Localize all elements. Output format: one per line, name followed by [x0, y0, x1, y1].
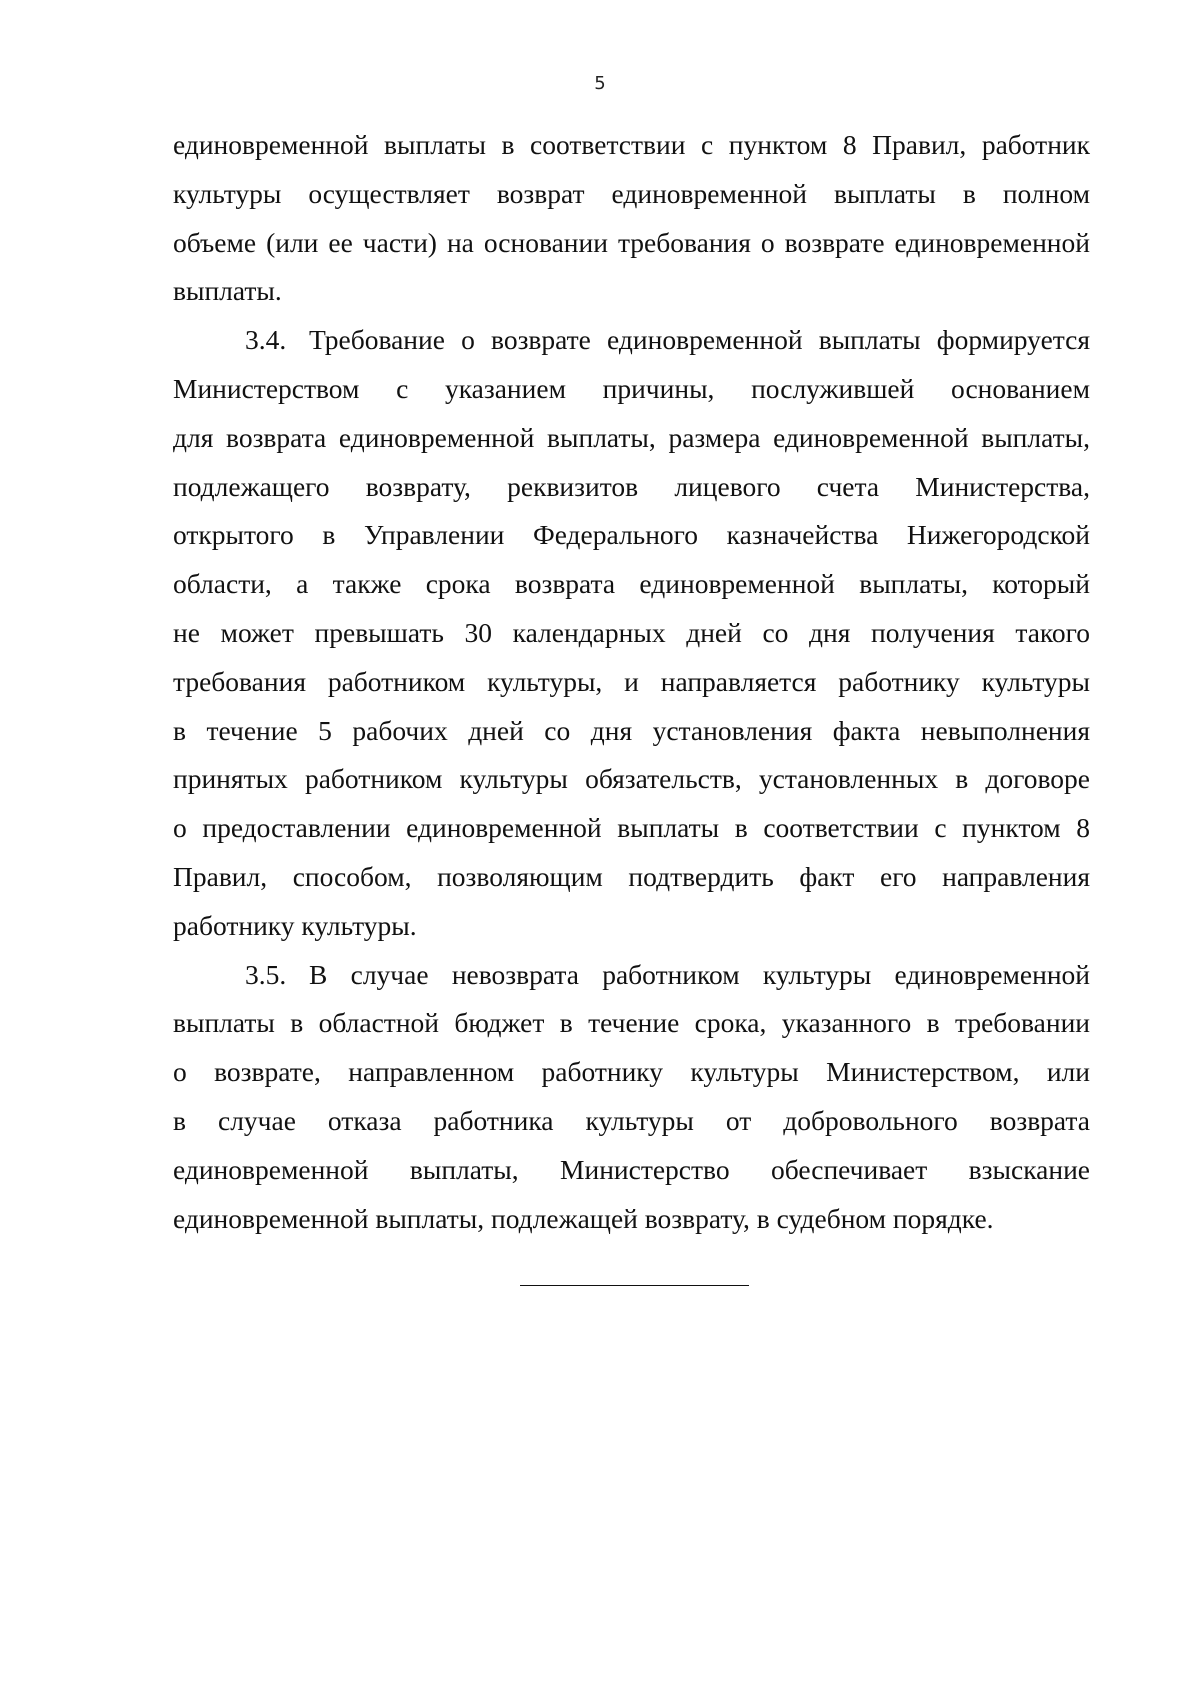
text-line: не может превышать 30 календарных дней со дня получения такого [173, 616, 1090, 648]
clause-number: 3.5. [245, 958, 287, 990]
clause-number: 3.4. [245, 324, 287, 356]
text-line: выплаты. [173, 275, 282, 307]
text-line: Министерством с указанием причины, послужившей основанием [173, 372, 1090, 404]
text-line-content: В случае невозврата работником культуры единовременной [309, 958, 1090, 990]
text-line: единовременной выплаты, подлежащей возврату, в судебном порядке. [173, 1202, 994, 1234]
end-of-document-rule [520, 1285, 749, 1286]
text-line: единовременной выплаты, Министерство обеспечивает взыскание [173, 1153, 1090, 1185]
paragraph-continuation [173, 121, 1090, 316]
text-line: области, а также срока возврата единовременной выплаты, который [173, 568, 1090, 600]
document-body [173, 121, 1090, 1243]
text-line-first [173, 316, 1090, 365]
text-line: выплаты в областной бюджет в течение срока, указанного в требовании [173, 1007, 1090, 1039]
text-line: объеме (или ее части) на основании требования о возврате единовременной [173, 226, 1090, 258]
text-line: единовременной выплаты в соответствии с пунктом 8 Правил, работник [173, 129, 1090, 160]
text-line: Правил, способом, позволяющим подтвердить факт его направления [173, 860, 1090, 892]
text-line: для возврата единовременной выплаты, размера единовременной выплаты, [173, 421, 1090, 453]
text-line-content: Требование о возврате единовременной выплаты формируется [309, 324, 1090, 356]
paragraph-clause-3-4 [173, 316, 1090, 950]
page-number: 5 [594, 73, 606, 94]
text-line: культуры осуществляет возврат единовременной выплаты в полном [173, 177, 1090, 209]
text-line: принятых работником культуры обязательств, установленных в договоре [173, 763, 1090, 795]
paragraph-clause-3-5 [173, 951, 1090, 1244]
text-line: подлежащего возврату, реквизитов лицевого счета Министерства, [173, 470, 1090, 502]
text-line: работнику культуры. [173, 909, 417, 941]
text-line: о предоставлении единовременной выплаты в соответствии с пунктом 8 [173, 812, 1090, 844]
text-line: требования работником культуры, и направляется работнику культуры [173, 665, 1090, 697]
text-line: в случае отказа работника культуры от добровольного возврата [173, 1104, 1090, 1136]
text-line: в течение 5 рабочих дней со дня установления факта невыполнения [173, 714, 1090, 746]
text-line: открытого в Управлении Федерального казначейства Нижегородской [173, 519, 1090, 551]
text-line: о возврате, направленном работнику культуры Министерством, или [173, 1056, 1090, 1088]
text-line-first [173, 951, 1090, 1000]
